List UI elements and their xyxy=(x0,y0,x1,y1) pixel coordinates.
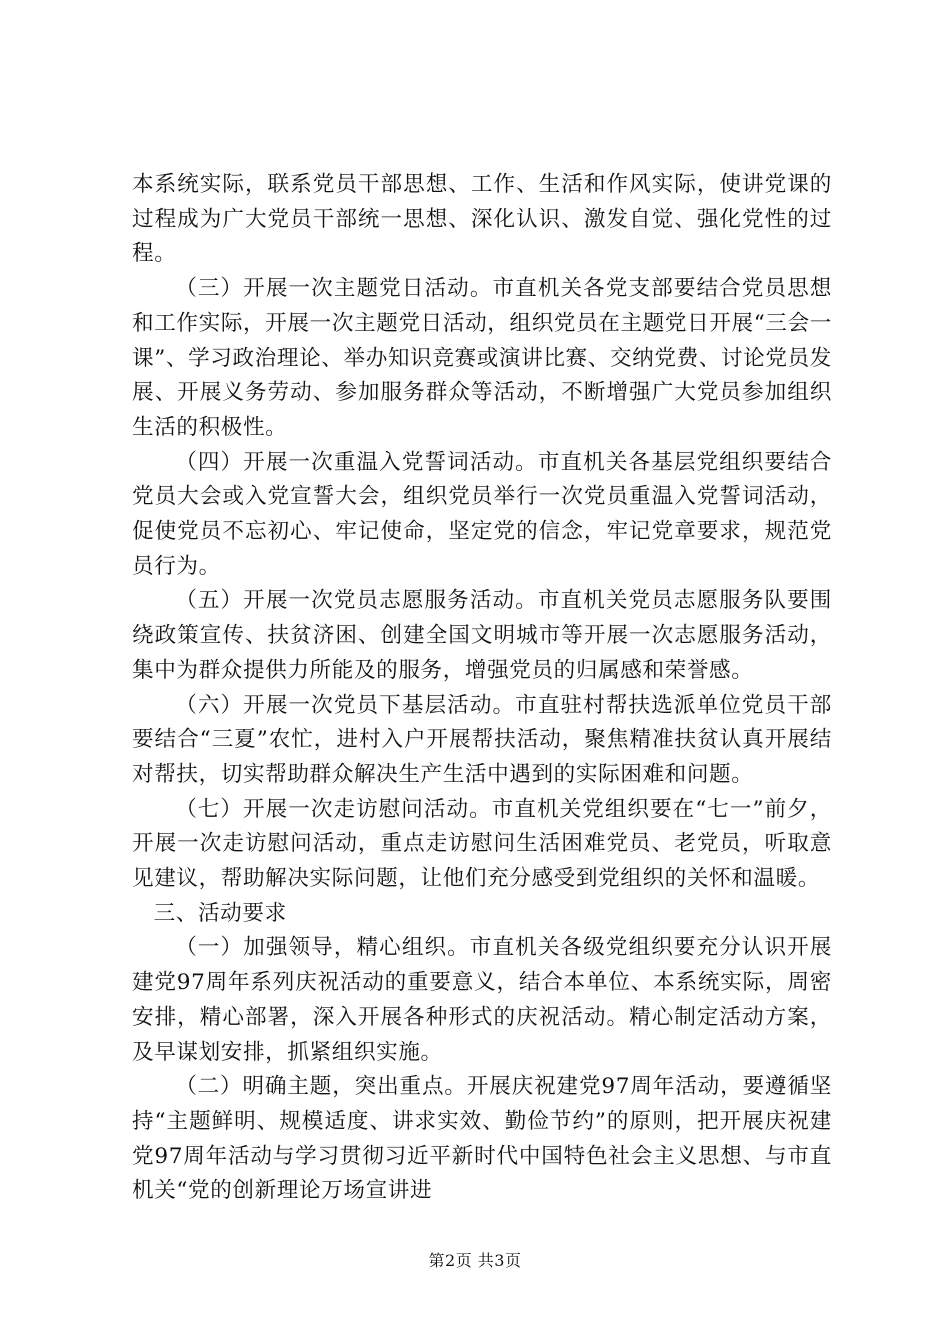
paragraph-grassroots-visit: （六）开展一次党员下基层活动。市直驻村帮扶选派单位党员干部要结合“三夏”农忙，进村入户开展帮扶活动，聚焦精准扶贫认真开展结对帮扶，切实帮助群众解决生产生活中遇到的实际困难和问题。 xyxy=(132,692,832,787)
paragraph-theme-party-day: （三）开展一次主题党日活动。市直机关各党支部要结合党员思想和工作实际，开展一次主题党日活动，组织党员在主题党日开展“三会一课”、学习政治理论、举办知识竞赛或演讲比赛、交纳党费、讨论党员发展、开展义务劳动、参加服务群众等活动，不断增强广大党员参加组织生活的积极性。 xyxy=(132,276,832,440)
document-body xyxy=(132,168,832,1209)
page-number-footer: 第2页 共3页 xyxy=(428,1251,522,1270)
paragraph-volunteer-service: （五）开展一次党员志愿服务活动。市直机关党员志愿服务队要围绕政策宣传、扶贫济困、创建全国文明城市等开展一次志愿服务活动，集中为群众提供力所能及的服务，增强党员的归属感和荣誉感。 xyxy=(132,588,832,683)
paragraph-oath-review: （四）开展一次重温入党誓词活动。市直机关各基层党组织要结合党员大会或入党宣誓大会，组织党员举行一次党员重温入党誓词活动，促使党员不忘初心、牢记使命，坚定党的信念，牢记党章要求，规范党员行为。 xyxy=(132,449,832,579)
paragraph-theme-focus: （二）明确主题，突出重点。开展庆祝建党97周年活动，要遵循坚持“主题鲜明、规模适度、讲求实效、勤俭节约”的原则，把开展庆祝建党97周年活动与学习贯彻习近平新时代中国特色社会主义思想、与市直机关“党的创新理论万场宣讲进 xyxy=(132,1074,832,1204)
paragraph-condolence-visit: （七）开展一次走访慰问活动。市直机关党组织要在“七一”前夕，开展一次走访慰问活动，重点走访慰问生活困难党员、老党员，听取意见建议，帮助解决实际问题，让他们充分感受到党组织的关怀和温暖。 xyxy=(132,796,832,892)
section-heading: 三、活动要求 xyxy=(153,900,287,926)
paragraph-continuation: 本系统实际，联系党员干部思想、工作、生活和作风实际，使讲党课的过程成为广大党员干部统一思想、深化认识、激发自觉、强化党性的过程。 xyxy=(132,172,832,267)
paragraph-leadership: （一）加强领导，精心组织。市直机关各级党组织要充分认识开展建党97周年系列庆祝活动的重要意义，结合本单位、本系统实际，周密安排，精心部署，深入开展各种形式的庆祝活动。精心制定活动方案，及早谋划安排，抓紧组织实施。 xyxy=(132,935,832,1065)
